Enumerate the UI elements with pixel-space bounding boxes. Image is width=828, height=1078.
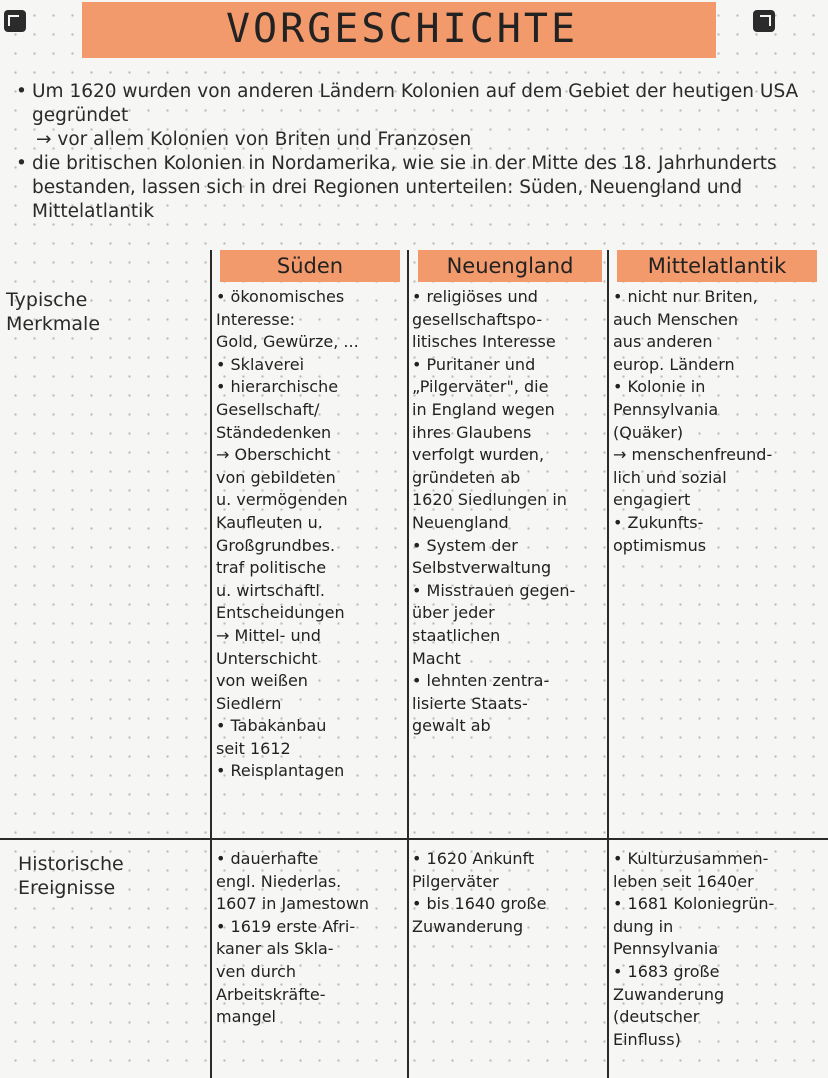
intro-list (16, 80, 806, 224)
table-cell: • Kulturzusammen- leben seit 1640er • 1681 Koloniegrün- dung in Pennsylvania • 1683 große Zuwanderung (deutscher Einfluss) (613, 849, 775, 1049)
corner-mark-icon (4, 10, 26, 32)
page-title: VORGESCHICHTE (225, 6, 579, 52)
intro-text: die britischen Kolonien in Nordamerika, wie sie in der Mitte des 18. Jahrhunderts bestanden, lassen sich in drei Regionen unterteilen: Süden, Neuengland und Mittelatlantik (32, 153, 777, 222)
row-label-ereignisse: Historische Ereignisse (18, 853, 124, 899)
column-header-mittelatlantik: Mittelatlantik (617, 250, 817, 282)
column-header-sueden: Süden (220, 250, 400, 282)
bullet-icon: • (16, 153, 27, 174)
table-cell: • 1620 Ankunft Pilgerväter • bis 1640 große Zuwanderung (412, 849, 547, 936)
table-divider (607, 250, 609, 1078)
table-cell: • dauerhafte engl. Niederlas. 1607 in Jamestown • 1619 erste Afri- kaner als Skla- ven durch Arbeitskräfte- mangel (216, 849, 370, 1027)
intro-bullet (16, 152, 806, 224)
intro-bullet (16, 80, 806, 128)
table-cell: • religiöses und gesellschaftspo- litisches Interesse • Puritaner und „Pilgerväter", die in England wegen ihres Glaubens verfolgt wurden, gründeten ab 1620 Siedlungen in Neuengland • System der Selbstverwaltung • Misstrauen gegen- über jeder staatlichen Macht • lehnten zentra- lisierte Staats- gewalt ab (412, 287, 576, 736)
title-highlight (82, 2, 716, 58)
table-divider (407, 250, 409, 1078)
column-header-neuengland: Neuengland (418, 250, 602, 282)
table-cell: • nicht nur Briten, auch Menschen aus anderen europ. Ländern • Kolonie in Pennsylvania (Quäker) → menschenfreund- lich und sozial engagiert • Zukunfts- optimismus (613, 287, 773, 555)
bullet-icon: • (16, 81, 27, 102)
table-cell: • ökonomisches Interesse: Gold, Gewürze, ... • Sklaverei • hierarchische Gesellschaft/ Ständedenken → Oberschicht von gebildeten u. vermögenden Kaufleuten u. Großgrundbes. traf politische u. wirtschaftl. Entscheidungen → Mittel- und Unterschicht von weißen Siedlern • Tabakanbau seit 1612 • Reisplantagen (216, 287, 359, 781)
intro-text: Um 1620 wurden von anderen Ländern Kolonien auf dem Gebiet der heutigen USA gegründet (32, 81, 799, 126)
table-divider (210, 250, 212, 1078)
row-label-merkmale: Typische Merkmale (6, 289, 101, 335)
table-divider (0, 838, 828, 840)
corner-mark-icon (753, 10, 775, 32)
intro-sub-point (16, 128, 806, 152)
intro-text: → vor allem Kolonien von Briten und Franzosen (36, 129, 472, 150)
